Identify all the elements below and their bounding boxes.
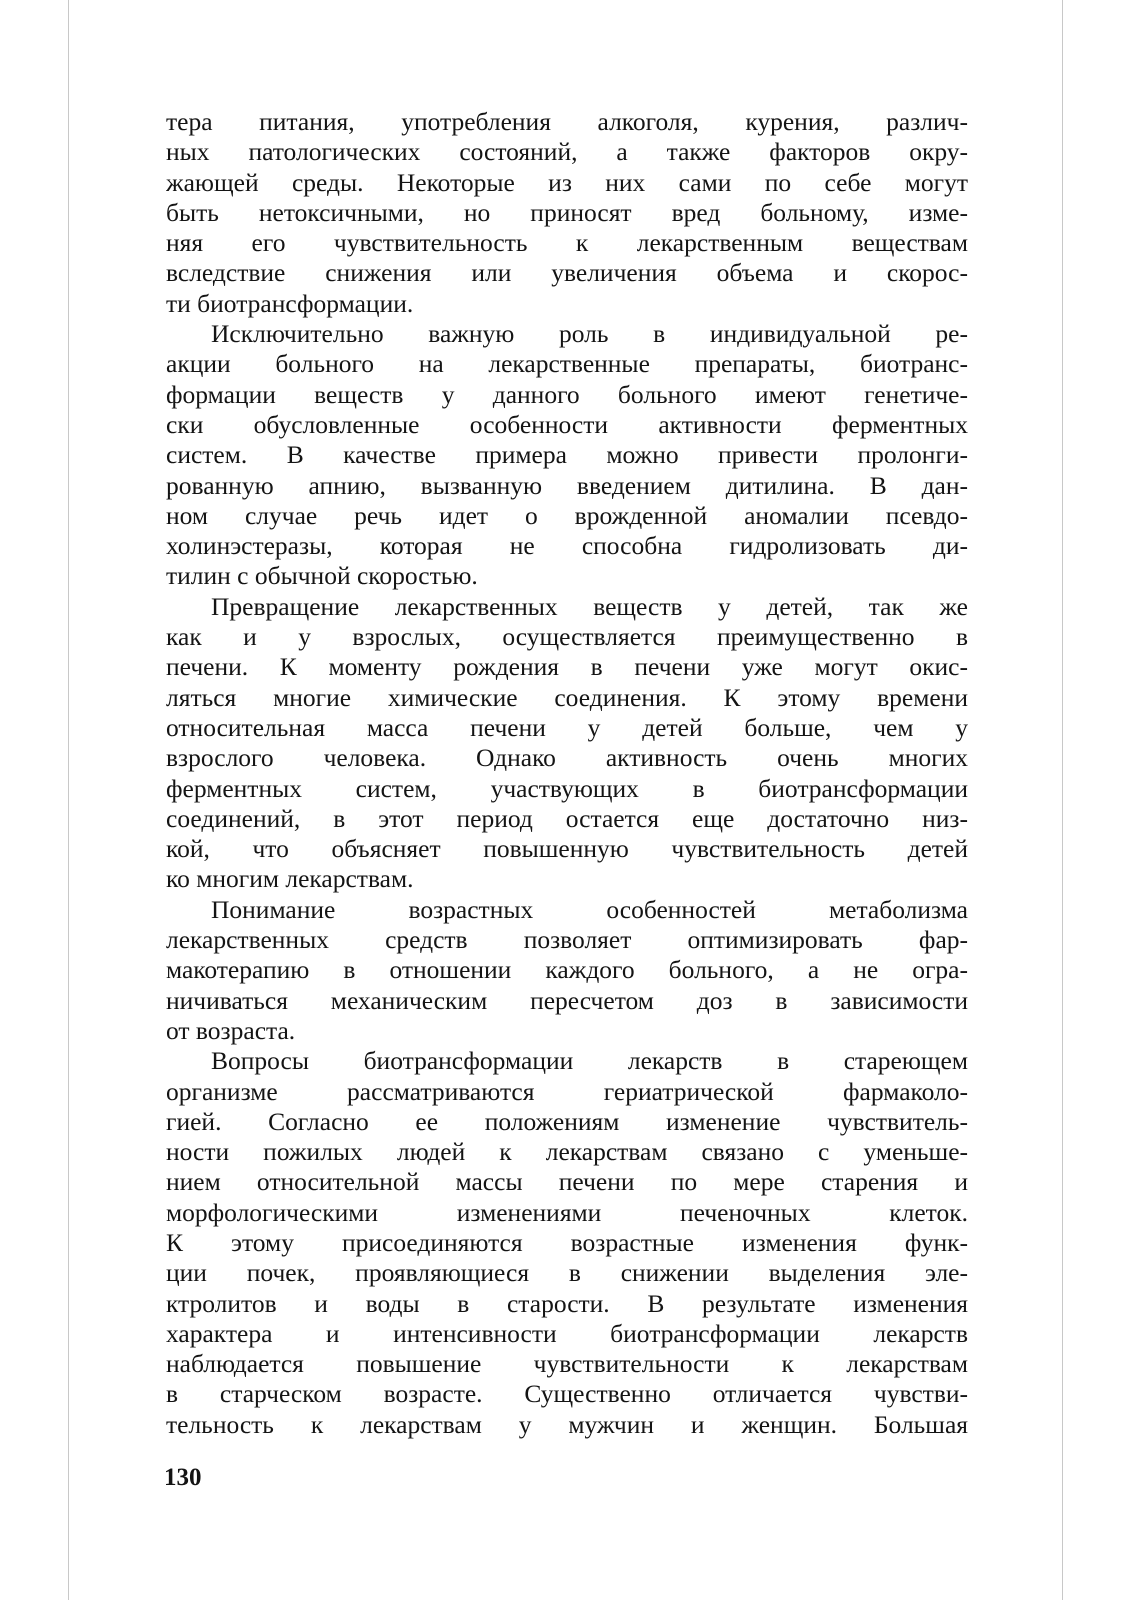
text-line: относительная масса печени у детей больше, чем у: [166, 712, 968, 742]
text-line: рованную апнию, вызванную введением дитилина. В дан-: [166, 470, 968, 500]
page-edge-right: [1062, 0, 1063, 1600]
text-line: ничиваться механическим пересчетом доз в зависимости: [166, 985, 968, 1015]
text-line: ферментных систем, участвующих в биотрансформации: [166, 773, 968, 803]
text-line: тера питания, употребления алкоголя, курения, различ-: [166, 107, 968, 136]
text-line: взрослого человека. Однако активность очень многих: [166, 743, 968, 773]
text-line: ных патологических состояний, а также факторов окру-: [166, 137, 968, 167]
text-line: Превращение лекарственных веществ у детей, так же: [211, 591, 968, 621]
paragraph: [166, 1046, 968, 1440]
text-line: кой, что объясняет повышенную чувствительность детей: [166, 834, 968, 864]
body-text: [166, 107, 968, 1440]
paragraph: [166, 107, 968, 319]
text-line: акции больного на лекарственные препараты, биотранс-: [166, 349, 968, 379]
text-line: организме рассматриваются гериатрической фармаколо-: [166, 1076, 968, 1106]
text-line: Понимание возрастных особенностей метаболизма: [211, 894, 968, 924]
text-line: тельность к лекарствам у мужчин и женщин. Большая: [166, 1409, 968, 1439]
text-line: ко многим лекарствам.: [166, 864, 414, 894]
text-line: лекарственных средств позволяет оптимизировать фар-: [166, 925, 968, 955]
page-edge-left: [68, 0, 69, 1600]
text-line: ции почек, проявляющиеся в снижении выделения эле-: [166, 1258, 968, 1288]
text-line: в старческом возрасте. Существенно отличается чувстви-: [166, 1379, 968, 1409]
text-line: быть нетоксичными, но приносят вред больному, изме-: [166, 197, 968, 227]
text-line: от возраста.: [166, 1015, 296, 1045]
text-line: систем. В качестве примера можно привести пролонги-: [166, 440, 968, 470]
text-line: гией. Согласно ее положениям изменение чувствитель-: [166, 1106, 968, 1136]
text-line: Вопросы биотрансформации лекарств в стареющем: [211, 1046, 968, 1076]
text-line: соединений, в этот период остается еще достаточно низ-: [166, 803, 968, 833]
paragraph: [166, 319, 968, 592]
text-line: морфологическими изменениями печеночных клеток.: [166, 1197, 968, 1227]
text-line: К этому присоединяются возрастные изменения функ-: [166, 1227, 968, 1257]
text-line: ктролитов и воды в старости. В результате изменения: [166, 1288, 968, 1318]
text-line: Исключительно важную роль в индивидуальной ре-: [211, 319, 968, 349]
text-line: ности пожилых людей к лекарствам связано с уменьше-: [166, 1137, 968, 1167]
page-number: 130: [164, 1464, 202, 1491]
text-line: формации веществ у данного больного имеют генетиче-: [166, 379, 968, 409]
text-line: макотерапию в отношении каждого больного, а не огра-: [166, 955, 968, 985]
text-line: ном случае речь идет о врожденной аномалии псевдо-: [166, 500, 968, 530]
text-line: ти биотрансформации.: [166, 288, 414, 318]
text-line: как и у взрослых, осуществляется преимущественно в: [166, 622, 968, 652]
text-line: тилин с обычной скоростью.: [166, 561, 478, 591]
text-line: холинэстеразы, которая не способна гидролизовать ди-: [166, 531, 968, 561]
paragraph: [166, 895, 968, 1046]
text-line: наблюдается повышение чувствительности к лекарствам: [166, 1349, 968, 1379]
text-line: вследствие снижения или увеличения объема и скорос-: [166, 258, 968, 288]
text-line: ски обусловленные особенности активности ферментных: [166, 409, 968, 439]
text-line: печени. К моменту рождения в печени уже могут окис-: [166, 652, 968, 682]
text-line: жающей среды. Некоторые из них сами по себе могут: [166, 167, 968, 197]
text-line: нием относительной массы печени по мере старения и: [166, 1167, 968, 1197]
text-line: ляться многие химические соединения. К этому времени: [166, 682, 968, 712]
paragraph: [166, 592, 968, 895]
text-line: няя его чувствительность к лекарственным веществам: [166, 228, 968, 258]
text-line: характера и интенсивности биотрансформации лекарств: [166, 1318, 968, 1348]
